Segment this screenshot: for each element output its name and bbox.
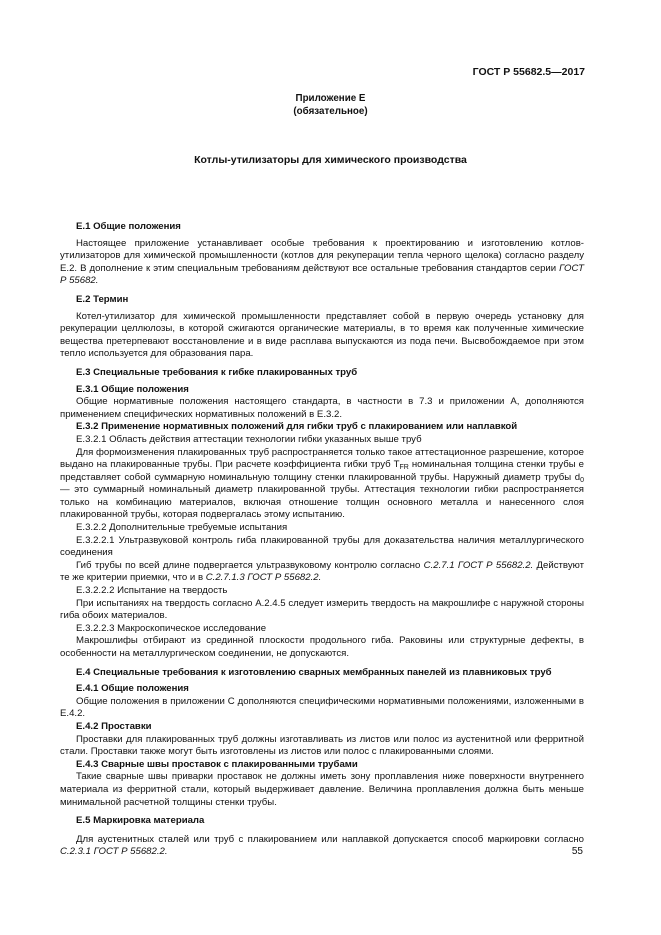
section-e321-text-a: Для формоизменения плакированных труб распространяется только такое аттестационное разрешение, которое выдано на плакированные трубы. При расчете коэффициента гибки труб T — [60, 446, 584, 471]
section-e41-heading: Е.4.1 Общие положения — [76, 683, 189, 695]
section-e321-paragraph — [60, 447, 584, 523]
annex-block — [0, 93, 661, 118]
section-e3223-paragraph: Макрошлифы отбирают из срединной плоскости продольного гиба. Раковины или структурные дефекты, в особенности на металлургическом соединении, не допускаются. — [60, 635, 584, 659]
section-e321-heading: Е.3.2.1 Область действия аттестации технологии гибки указанных выше труб — [76, 433, 422, 445]
page-number: 55 — [571, 846, 583, 857]
section-e1-text: Настоящее приложение устанавливает особые требования к проектированию и изготовлению котлов-утилизаторов для химической промышленности (котлов для рекуперации тепла черного щелока) согласно разделу Е.2. В дополнение к этим специальным требованиям действуют все остальные требования стандартов серии — [60, 237, 584, 274]
section-e3221-text-c: Действуют те же критерии приемки, что и в — [60, 559, 584, 584]
section-e32-heading: Е.3.2 Применение нормативных положений для гибки труб с плакированием или наплавкой — [76, 421, 518, 433]
section-e1-paragraph — [60, 238, 584, 288]
section-e43-paragraph: Такие сварные швы приварки проставок не должны иметь зону проплавления ниже поверхности внутреннего материала из ферритной стали, который выдерживает давление. Величина проплавления должна быть меньше минимальной расчетной толщины стенки трубы. — [60, 771, 584, 808]
section-e3222-heading: Е.3.2.2.2 Испытание на твердость — [76, 585, 228, 597]
section-e42-heading: Е.4.2 Проставки — [76, 720, 152, 732]
document-title: Котлы-утилизаторы для химического производства — [194, 154, 467, 166]
section-e31-paragraph: Общие нормативные положения настоящего стандарта, в частности в 7.3 и приложении А, дополняются применением специфических нормативных положений в Е.3.2. — [60, 396, 584, 420]
section-e3221-text-b: Гиб трубы по всей длине подвергается ультразвуковому контролю согласно — [76, 559, 424, 571]
tfr-subscript: FR — [399, 464, 409, 472]
section-e4-heading: Е.4 Специальные требования к изготовлению сварных мембранных панелей из плавниковых труб — [76, 666, 552, 678]
section-e321-text-b: номинальная толщина стенки трубы e представляет собой суммарную номинальную толщину стенки плакированной трубы. Наружный диаметр трубы d — [60, 459, 584, 483]
section-e2-heading: Е.2 Термин — [76, 293, 129, 305]
section-e3221-reference-c: С.2.7.1.3 ГОСТ Р 55682.2. — [205, 572, 322, 584]
section-e5-heading: Е.5 Маркировка материала — [76, 815, 205, 827]
section-e2-paragraph: Котел-утилизатор для химической промышленности представляет собой в первую очередь установку для рекуперации целлюлозы, в которой сжигаются органические материалы, в то время как полученные химические вещества претерпевают восстановление и в виде расплава выпускаются из пода печи. Высвобождаемое при этом тепло используется для образования пара. — [60, 310, 584, 360]
section-e5-reference: С.2.3.1 ГОСТ Р 55682.2. — [60, 846, 168, 858]
section-e3221-reference-b: С.2.7.1 ГОСТ Р 55682.2. — [423, 559, 534, 571]
annex-title: Приложение Е — [295, 93, 366, 104]
section-e5-paragraph — [60, 834, 584, 859]
section-e3221-paragraph: Е.3.2.2.1 Ультразвуковой контроль гиба плакированной трубы для доказательства наличия металлургического соединения — [60, 534, 584, 559]
section-e322-heading: Е.3.2.2 Дополнительные требуемые испытания — [76, 522, 288, 534]
section-e42-paragraph: Проставки для плакированных труб должны изготавливать из листов или полос из аустенитной или ферритной стали. Проставки также могут быть изготовлены из листов или полос с плакированными слоями. — [60, 733, 584, 758]
section-e1-heading: Е.1 Общие положения — [76, 221, 181, 232]
section-e3221-paragraph-b — [60, 560, 584, 585]
section-e31-heading: Е.3.1 Общие положения — [76, 383, 189, 395]
section-e5-text: Для аустенитных сталей или труб с плакированием или наплавкой допускается способ маркировки согласно — [76, 833, 584, 845]
section-e321-text-c: — это суммарный номинальный диаметр плакированной трубы. Аттестация технологии гибки распространяется только на комбинацию материалов, включая отношение толщин основного металла и нанесенного слоя плакированной трубы, которая подвергалась этому испытанию. — [60, 484, 584, 521]
annex-status: (обязательное) — [293, 105, 368, 117]
section-e43-heading: Е.4.3 Сварные швы проставок с плакированными трубами — [76, 758, 358, 770]
document-body — [60, 221, 584, 859]
d0-subscript: 0 — [580, 476, 584, 484]
section-e3-heading: Е.3 Специальные требования к гибке плакированных труб — [76, 366, 358, 378]
document-code-header: ГОСТ Р 55682.5—2017 — [472, 66, 585, 78]
section-e1-reference: ГОСТ Р 55682. — [60, 262, 584, 287]
section-e3223-heading: Е.3.2.2.3 Макроскопическое исследование — [76, 622, 267, 634]
section-e3222-paragraph: При испытаниях на твердость согласно А.2.4.5 следует измерить твердость на макрошлифе с наружной стороны гиба обоих материалов. — [60, 597, 584, 622]
section-e41-paragraph: Общие положения в приложении С дополняются специфическими нормативными положениями, изложенными в Е.4.2. — [60, 695, 584, 720]
